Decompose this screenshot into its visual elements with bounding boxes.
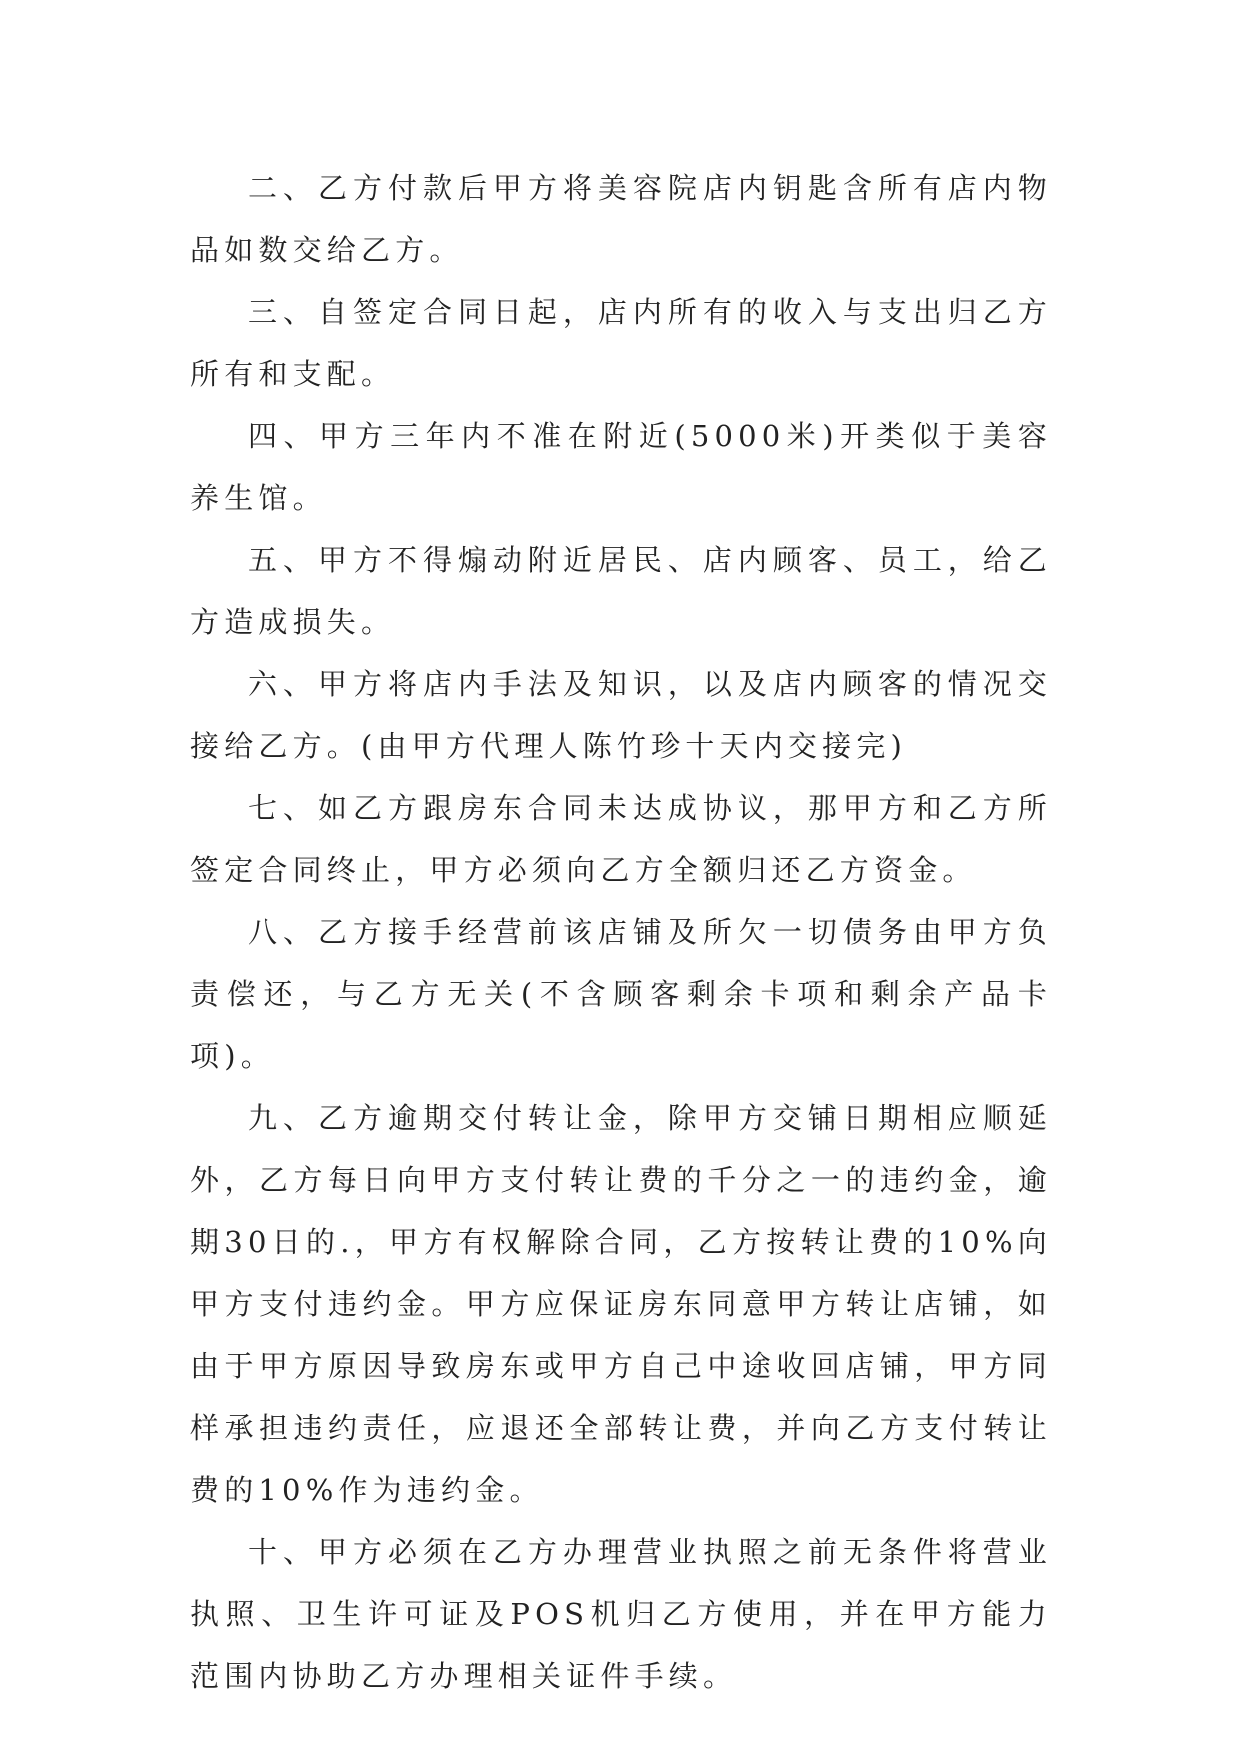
clause-9: 九、乙方逾期交付转让金，除甲方交铺日期相应顺延外，乙方每日向甲方支付转让费的千分之一的违约金，逾期30日的.，甲方有权解除合同，乙方按转让费的10%向甲方支付违约金。甲方应保证房东同意甲方转让店铺，如由于甲方原因导致房东或甲方自己中途收回店铺，甲方同样承担违约责任，应退还全部转让费，并向乙方支付转让费的10%作为违约金。 <box>190 1101 1052 1507</box>
clause-6: 六、甲方将店内手法及知识，以及店内顾客的情况交接给乙方。(由甲方代理人陈竹珍十天内交接完) <box>190 667 1052 763</box>
clause-8: 八、乙方接手经营前该店铺及所欠一切债务由甲方负责偿还，与乙方无关(不含顾客剩余卡项和剩余产品卡项)。 <box>190 915 1052 1073</box>
clause-2: 二、乙方付款后甲方将美容院店内钥匙含所有店内物品如数交给乙方。 <box>190 171 1052 267</box>
clause-7: 七、如乙方跟房东合同未达成协议，那甲方和乙方所签定合同终止，甲方必须向乙方全额归还乙方资金。 <box>190 791 1052 887</box>
clause-4: 四、甲方三年内不准在附近(5000米)开类似于美容养生馆。 <box>190 419 1052 515</box>
contract-body <box>190 157 1052 1707</box>
clause-3: 三、自签定合同日起，店内所有的收入与支出归乙方所有和支配。 <box>190 295 1052 391</box>
clause-5: 五、甲方不得煽动附近居民、店内顾客、员工，给乙方造成损失。 <box>190 543 1052 639</box>
clause-10: 十、甲方必须在乙方办理营业执照之前无条件将营业执照、卫生许可证及POS机归乙方使用，并在甲方能力范围内协助乙方办理相关证件手续。 <box>190 1535 1052 1693</box>
